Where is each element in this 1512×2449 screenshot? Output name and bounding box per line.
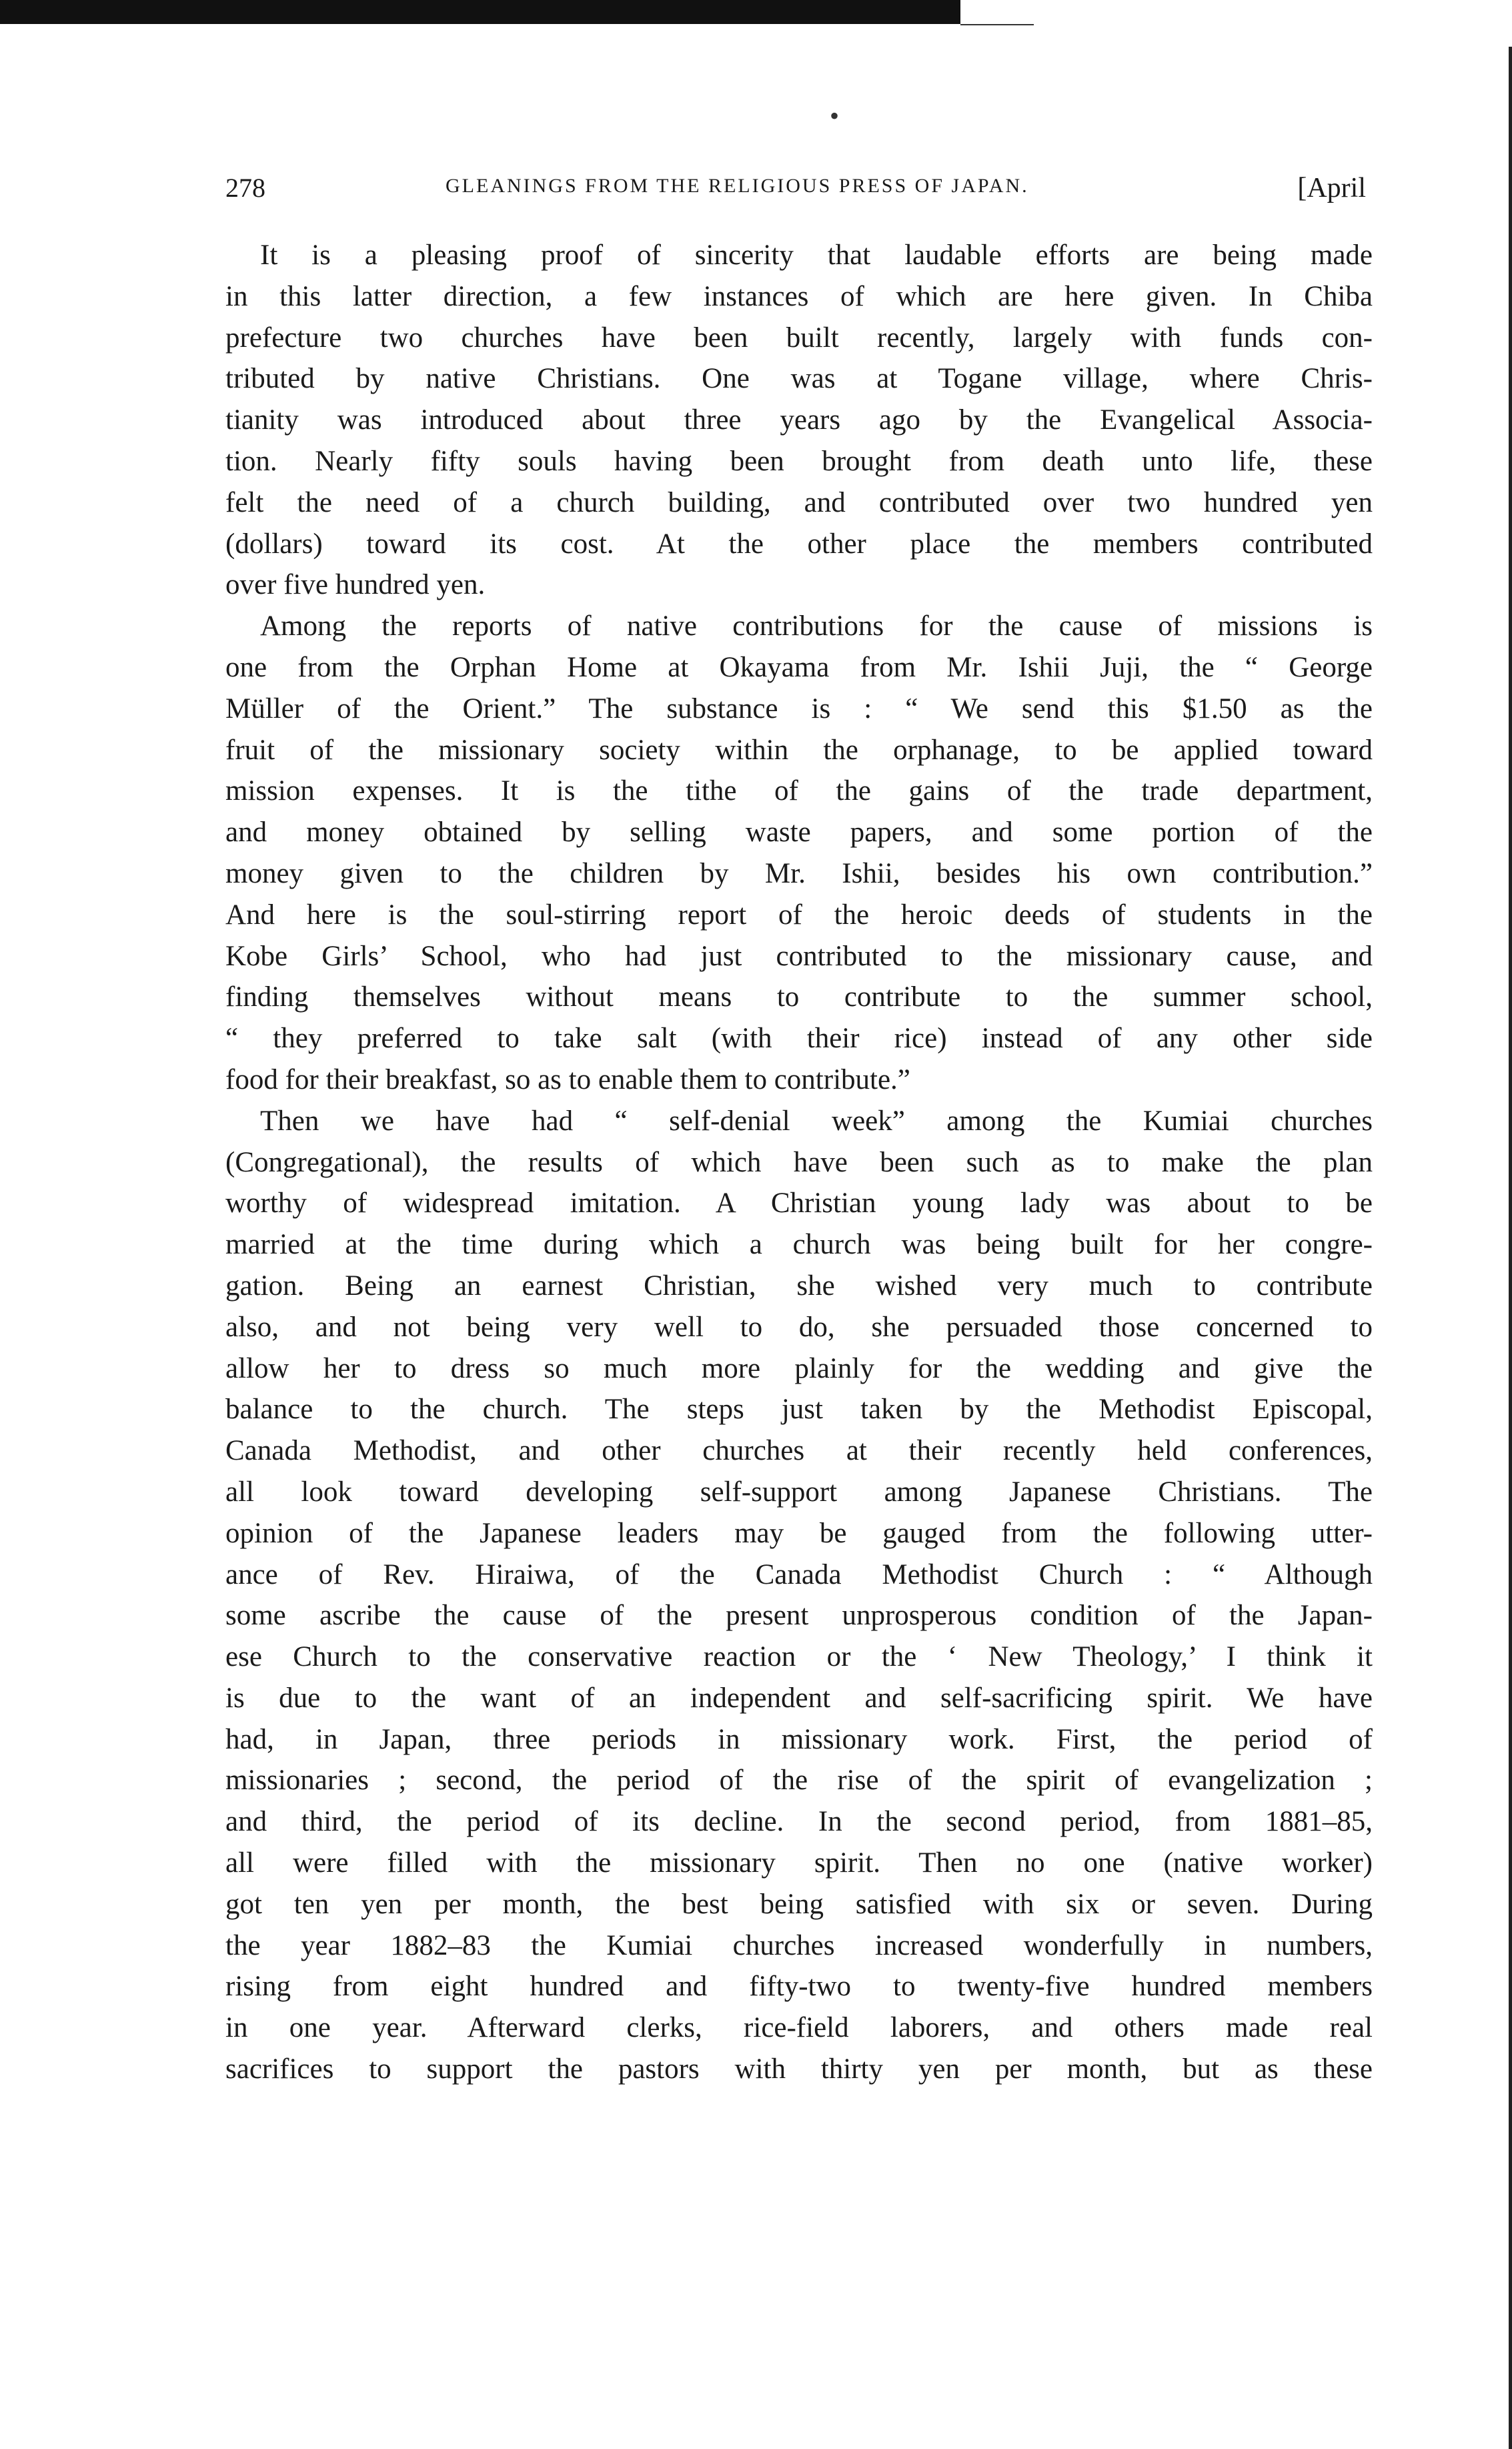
text-line: opinion of the Japanese leaders may be gauged from the following utter- <box>225 1517 1373 1549</box>
running-title: GLEANINGS FROM THE RELIGIOUS PRESS OF JAPAN. <box>446 175 1029 197</box>
text-line: also, and not being very well to do, she persuaded those concerned to <box>225 1311 1373 1343</box>
text-line: Kobe Girls’ School, who had just contributed to the missionary cause, and <box>225 940 1373 972</box>
text-line: in this latter direction, a few instances of which are here given. In Chiba <box>225 280 1373 312</box>
text-line: worthy of widespread imitation. A Christian young lady was about to be <box>225 1187 1373 1219</box>
text-line: food for their breakfast, so as to enable them to contribute.” <box>225 1063 910 1095</box>
text-line: “ they preferred to take salt (with their rice) instead of any other side <box>225 1023 1373 1055</box>
text-line: had, in Japan, three periods in missionary work. First, the period of <box>225 1723 1373 1755</box>
text-line: and money obtained by selling waste papers, and some portion of the <box>225 817 1373 849</box>
text-line: sacrifices to support the pastors with thirty yen per month, but as these <box>225 2053 1373 2085</box>
text-line: all were filled with the missionary spirit. Then no one (native worker) <box>225 1847 1373 1879</box>
text-line: balance to the church. The steps just taken by the Methodist Episcopal, <box>225 1394 1373 1426</box>
running-month: [April <box>1297 173 1366 203</box>
text-line: rising from eight hundred and fifty-two to twenty-five hundred members <box>225 1971 1373 2003</box>
text-line: in one year. Afterward clerks, rice-field laborers, and others made real <box>225 2012 1373 2044</box>
top-scan-rule <box>0 0 960 24</box>
text-line: fruit of the missionary society within the orphanage, to be applied toward <box>225 734 1373 766</box>
text-line: Müller of the Orient.” The substance is : “ We send this $1.50 as the <box>225 692 1373 724</box>
text-line: ance of Rev. Hiraiwa, of the Canada Methodist Church : “ Although <box>225 1558 1373 1590</box>
text-line: the year 1882–83 the Kumiai churches increased wonderfully in numbers, <box>225 1929 1373 1961</box>
text-line: It is a pleasing proof of sincerity that laudable efforts are being made <box>260 239 1373 271</box>
text-line: over five hundred yen. <box>225 569 486 601</box>
page-edge-shadow <box>1509 47 1512 2449</box>
text-line: gation. Being an earnest Christian, she wished very much to contribute <box>225 1270 1373 1302</box>
body-text <box>225 235 1373 2090</box>
text-line: finding themselves without means to contribute to the summer school, <box>225 981 1373 1013</box>
text-line: Canada Methodist, and other churches at their recently held conferences, <box>225 1435 1373 1467</box>
text-line: mission expenses. It is the tithe of the gains of the trade department, <box>225 775 1373 807</box>
page-number: 278 <box>225 173 265 203</box>
text-line: married at the time during which a church was being built for her congre- <box>225 1229 1373 1261</box>
text-line: felt the need of a church building, and contributed over two hundred yen <box>225 486 1373 518</box>
text-line: Then we have had “ self-denial week” among the Kumiai churches <box>260 1105 1373 1137</box>
text-line: one from the Orphan Home at Okayama from Mr. Ishii Juji, the “ George <box>225 651 1373 683</box>
text-line: And here is the soul-stirring report of the heroic deeds of students in the <box>225 899 1373 931</box>
text-line: and third, the period of its decline. In the second period, from 1881–85, <box>225 1806 1373 1838</box>
running-head <box>225 172 1373 212</box>
text-line: ese Church to the conservative reaction or the ‘ New Theology,’ I think it <box>225 1641 1373 1673</box>
text-line: got ten yen per month, the best being satisfied with six or seven. During <box>225 1888 1373 1920</box>
text-line: Among the reports of native contributions for the cause of missions is <box>260 610 1373 642</box>
text-line: (dollars) toward its cost. At the other place the members contributed <box>225 528 1373 560</box>
text-line: all look toward developing self-support among Japanese Christians. The <box>225 1476 1373 1508</box>
text-line: some ascribe the cause of the present unprosperous condition of the Japan- <box>225 1600 1373 1632</box>
text-line: money given to the children by Mr. Ishii, besides his own contribution.” <box>225 857 1373 889</box>
center-mark: • <box>830 101 840 131</box>
text-line: tianity was introduced about three years ago by the Evangelical Associa- <box>225 404 1373 436</box>
text-line: tributed by native Christians. One was at Togane village, where Chris- <box>225 363 1373 395</box>
text-line: missionaries ; second, the period of the rise of the spirit of evangelization ; <box>225 1765 1373 1797</box>
text-line: tion. Nearly fifty souls having been brought from death unto life, these <box>225 445 1373 477</box>
text-line: allow her to dress so much more plainly for the wedding and give the <box>225 1352 1373 1384</box>
text-line: is due to the want of an independent and self-sacrificing spirit. We have <box>225 1682 1373 1714</box>
text-line: prefecture two churches have been built recently, largely with funds con- <box>225 322 1373 354</box>
text-line: (Congregational), the results of which have been such as to make the plan <box>225 1146 1373 1178</box>
top-scan-rule-thin <box>960 24 1034 25</box>
